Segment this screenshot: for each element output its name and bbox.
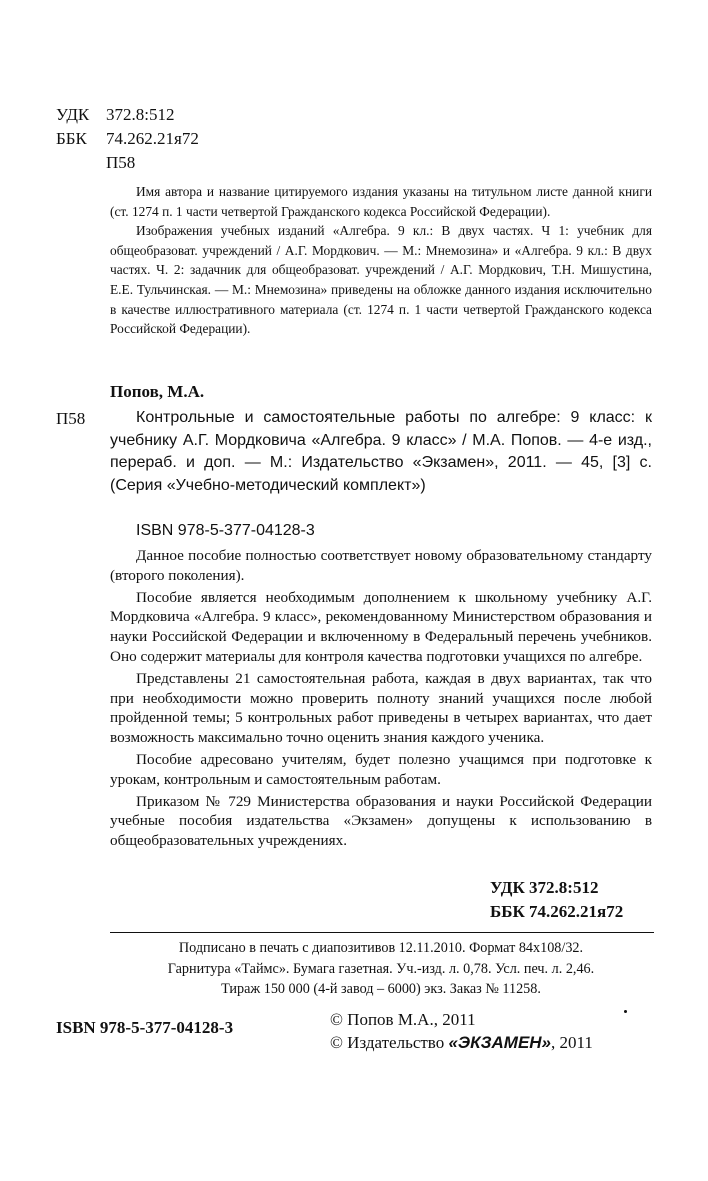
print-dot — [624, 1010, 627, 1013]
author-heading: Попов, М.А. — [110, 382, 205, 401]
footer-isbn: ISBN 978-5-377-04128-3 — [56, 1018, 234, 1037]
classification-codes — [56, 103, 199, 175]
bbk-label: ББК — [56, 129, 87, 148]
copyright-author: © Попов М.А., 2011 — [330, 1010, 476, 1029]
classification-codes-bottom — [490, 876, 623, 924]
udk-value: 372.8:512 — [106, 105, 175, 124]
udk-label: УДК — [56, 105, 90, 124]
imprint-line: Гарнитура «Таймс». Бумага газетная. Уч.-изд. л. 0,78. Усл. печ. л. 2,46. — [167, 960, 595, 977]
copyright-year: , 2011 — [551, 1033, 593, 1052]
udk-bottom: УДК 372.8:512 — [490, 878, 599, 897]
udk-row — [56, 103, 199, 127]
bib-isbn: ISBN 978-5-377-04128-3 — [136, 522, 315, 539]
bbk-bottom: ББК 74.262.21я72 — [490, 902, 624, 921]
annotation-paragraph: Пособие является необходимым дополнением к школьному учебнику А.Г. Мордковича «Алгебра. 9 класс», рекомендованному Министерством образования и науки Российской Федерации и включенному в Федеральный перечень учебников. Оно содержит материалы для контроля качества подготовки учащихся по алгебре. — [110, 588, 652, 665]
notice-paragraph: Изображения учебных изданий «Алгебра. 9 кл.: В двух частях. Ч 1: учебник для общеобразоват. учреждений / А.Г. Мордкович. — М.: Мнемозина» и «Алгебра. 9 кл.: В двух частях. Ч. 2: задачник для общеобразоват. учреждений / А.Г. Мордкович, Т.Н. Мишустина, Е.Е. Тульчинская. — М.: Мнемозина» приведены на обложке данного издания исключительно в качестве иллюстративного материала (ст. 1274 п. 1 части четвертой Гражданского кодекса Российской Федерации). — [110, 223, 652, 337]
publisher-name: «ЭКЗАМЕН» — [448, 1033, 552, 1052]
imprint — [110, 938, 652, 1000]
divider — [110, 932, 654, 933]
copyright-publisher — [330, 1031, 593, 1054]
author-sign: П58 — [106, 153, 136, 172]
annotation — [110, 546, 652, 853]
imprint-line: Тираж 150 000 (4-й завод – 6000) экз. Заказ № 11258. — [221, 981, 541, 997]
annotation-paragraph: Пособие адресовано учителям, будет полезно учащимся при подготовке к урокам, контрольным и самостоятельным работам. — [110, 750, 652, 788]
copyright-block — [330, 1008, 593, 1054]
imprint-line: Подписано в печать с диапозитивов 12.11.2010. Формат 84x108/32. — [178, 940, 584, 956]
bib-text: Контрольные и самостоятельные работы по алгебре: 9 класс: к учебнику А.Г. Мордковича «Алгебра. 9 класс» / М.А. Попов. — 4-е изд., перераб. и доп. — М.: Издательство «Экзамен», 2011. — 45, [3] с. (Серия «Учебно-методический комплект») — [110, 409, 652, 494]
notice-paragraph: Имя автора и название цитируемого издания указаны на титульном листе данной книги (ст. 1274 п. 1 части четвертой Гражданского кодекса Российской Федерации). — [110, 184, 652, 219]
bbk-value: 74.262.21я72 — [106, 129, 199, 148]
copyright-prefix: © Издательство — [330, 1033, 449, 1052]
bibliographic-description — [110, 407, 652, 497]
bib-author-sign: П58 — [56, 409, 86, 428]
bbk-row — [56, 127, 199, 151]
annotation-paragraph: Приказом № 729 Министерства образования и науки Российской Федерации учебные пособия издательства «Экзамен» допущены к использованию в общеобразовательных учреждениях. — [110, 792, 652, 850]
annotation-paragraph: Данное пособие полностью соответствует новому образовательному стандарту (второго поколения). — [110, 547, 652, 584]
legal-notice — [110, 182, 652, 339]
annotation-paragraph: Представлены 21 самостоятельная работа, каждая в двух вариантах, так что при необходимости можно проверить полноту знаний учащихся после любой пройденной темы; 5 контрольных работ приведены в четырех вариантах, что дает возможность максимально точно оценить знания каждого ученика. — [110, 669, 652, 747]
